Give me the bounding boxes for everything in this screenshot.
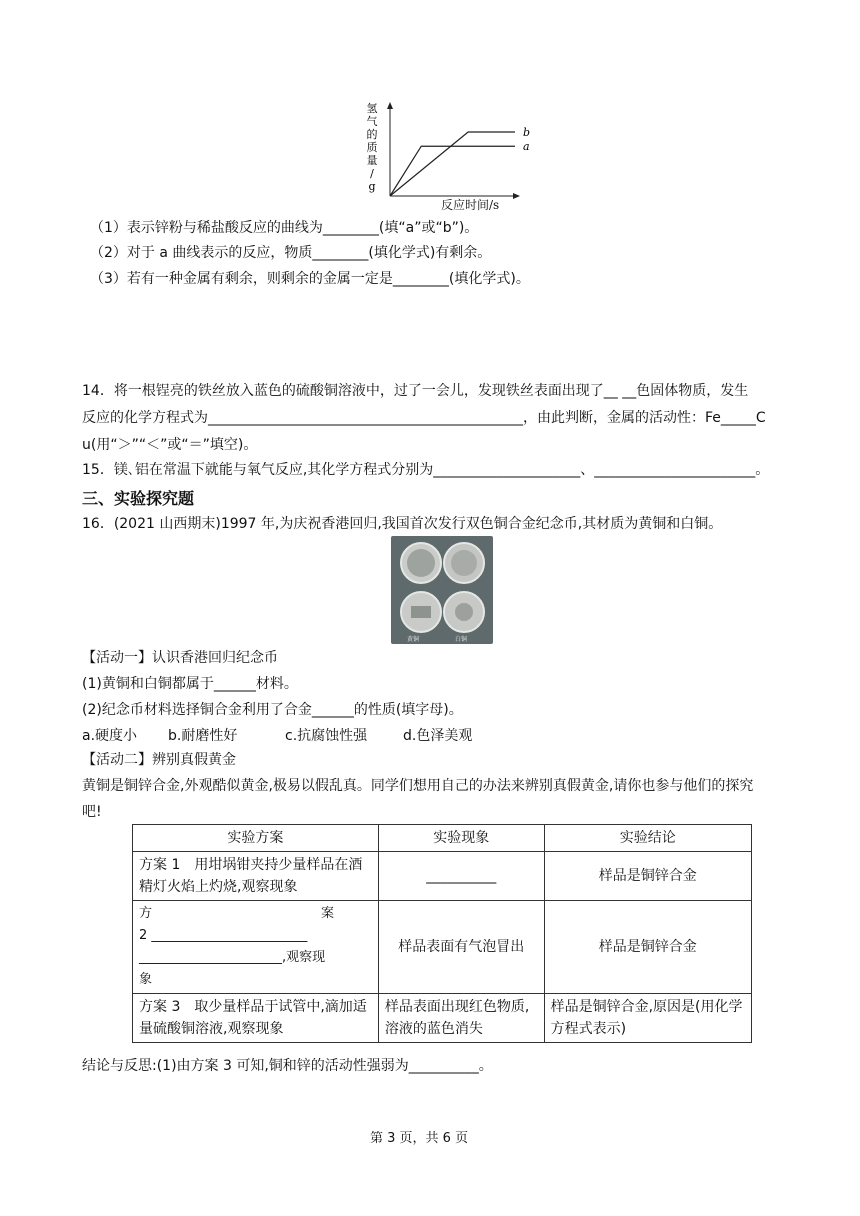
experiment-table <box>132 824 752 1043</box>
conclusion-cell: 样品是铜锌合金 <box>544 852 751 901</box>
y-axis-label-char: 气 <box>366 115 378 128</box>
q13-part3: （3）若有一种金属有剩余，则剩余的金属一定是________(填化学式)。 <box>90 271 530 287</box>
table-row <box>133 901 752 994</box>
activity1-q2: (2)纪念币材料选择铜合金利用了合金______的性质(填字母)。 <box>82 702 463 718</box>
activity2-text-line1: 黄铜是铜锌合金,外观酷似黄金,极易以假乱真。同学们想用自己的办法来辨别真假黄金,请你也参与他们的探究 <box>82 778 754 794</box>
y-axis-arrow <box>387 102 393 109</box>
plan-cell <box>133 901 379 994</box>
plan2-line3: ______________________,观察现 <box>139 950 326 965</box>
activity2-title: 【活动二】辨别真假黄金 <box>82 752 236 768</box>
option-c: c.抗腐蚀性强 <box>285 728 368 744</box>
y-axis-label-char: 量 <box>366 154 378 167</box>
plan2-line1: 方 案 <box>139 906 335 921</box>
q14-line2: 反应的化学方程式为_____________________________________________，由此判断，金属的活动性：Fe_____C <box>82 410 766 426</box>
q13-part1: （1）表示锌粉与稀盐酸反应的曲线为________(填“a”或“b”)。 <box>90 220 479 236</box>
x-axis-label: 反应时间/s <box>441 198 500 212</box>
phenomenon-cell: 样品表面有气泡冒出 <box>378 901 544 994</box>
q13-part2: （2）对于 a 曲线表示的反应，物质________(填化学式)有剩余。 <box>90 245 492 261</box>
activity1-title: 【活动一】认识香港回归纪念币 <box>82 650 278 666</box>
conclusion-cell: 样品是铜锌合金,原因是(用化学方程式表示) <box>544 994 751 1043</box>
plan2-line2: 2 ________________________ <box>139 928 308 943</box>
page-footer: 第 3 页，共 6 页 <box>370 1131 469 1146</box>
table-header-row <box>133 825 752 852</box>
phenomenon-cell: 样品表面出现红色物质,溶液的蓝色消失 <box>378 994 544 1043</box>
plan-cell: 方案 3 取少量样品于试管中,滴加适量硫酸铜溶液,观察现象 <box>133 994 379 1043</box>
series-line-b <box>390 132 515 196</box>
plan-cell: 方案 1 用坩埚钳夹持少量样品在酒精灯火焰上灼烧,观察现象 <box>133 852 379 901</box>
conclusion-cell: 样品是铜锌合金 <box>544 901 751 994</box>
series-label-b: b <box>523 126 530 139</box>
q14-line3: u(用“＞”“＜”或“＝”填空)。 <box>82 437 258 453</box>
option-b: b.耐磨性好 <box>168 728 238 744</box>
activity1-q1: (1)黄铜和白铜都属于______材料。 <box>82 676 298 692</box>
phenomenon-cell: __________ <box>378 852 544 901</box>
activity2-text-line2: 吧! <box>82 804 102 820</box>
y-axis-label-char: 质 <box>366 141 378 154</box>
coin-caption-left: 黄铜 <box>407 636 420 643</box>
x-axis-arrow <box>513 193 520 199</box>
series-label-a: a <box>523 140 530 154</box>
y-axis-label-char: g <box>368 180 376 193</box>
y-axis-label-char: / <box>370 167 374 180</box>
table-row <box>133 852 752 901</box>
header-plan: 实验方案 <box>133 825 379 852</box>
plan2-line4: 象 <box>139 972 153 987</box>
coin-caption-right: 白铜 <box>455 636 468 643</box>
table-row <box>133 994 752 1043</box>
coins-image <box>391 536 493 644</box>
y-axis-label <box>367 101 378 193</box>
option-a: a.硬度小 <box>82 728 138 744</box>
q14-line1: 14．将一根锃亮的铁丝放入蓝色的硫酸铜溶液中，过了一会儿，发现铁丝表面出现了__ __色固体物质，发生 <box>82 383 749 399</box>
q16-intro: 16．(2021 山西期末)1997 年,为庆祝香港回归,我国首次发行双色铜合金纪念币,其材质为黄铜和白铜。 <box>82 516 723 532</box>
coins-photo <box>391 536 493 644</box>
option-d: d.色泽美观 <box>403 728 473 744</box>
header-phenomenon: 实验现象 <box>378 825 544 852</box>
y-axis-label-char: 氢 <box>366 102 378 115</box>
q15: 15．镁､铝在常温下就能与氧气反应,其化学方程式分别为_____________________、_______________________。 <box>82 462 770 478</box>
y-axis-label-char: 的 <box>366 128 378 141</box>
header-conclusion: 实验结论 <box>544 825 751 852</box>
conclusion-reflection: 结论与反思:(1)由方案 3 可知,铜和锌的活动性强弱为__________。 <box>82 1058 493 1074</box>
section-heading: 三、实验探究题 <box>82 489 195 508</box>
series-line-a <box>390 146 515 196</box>
